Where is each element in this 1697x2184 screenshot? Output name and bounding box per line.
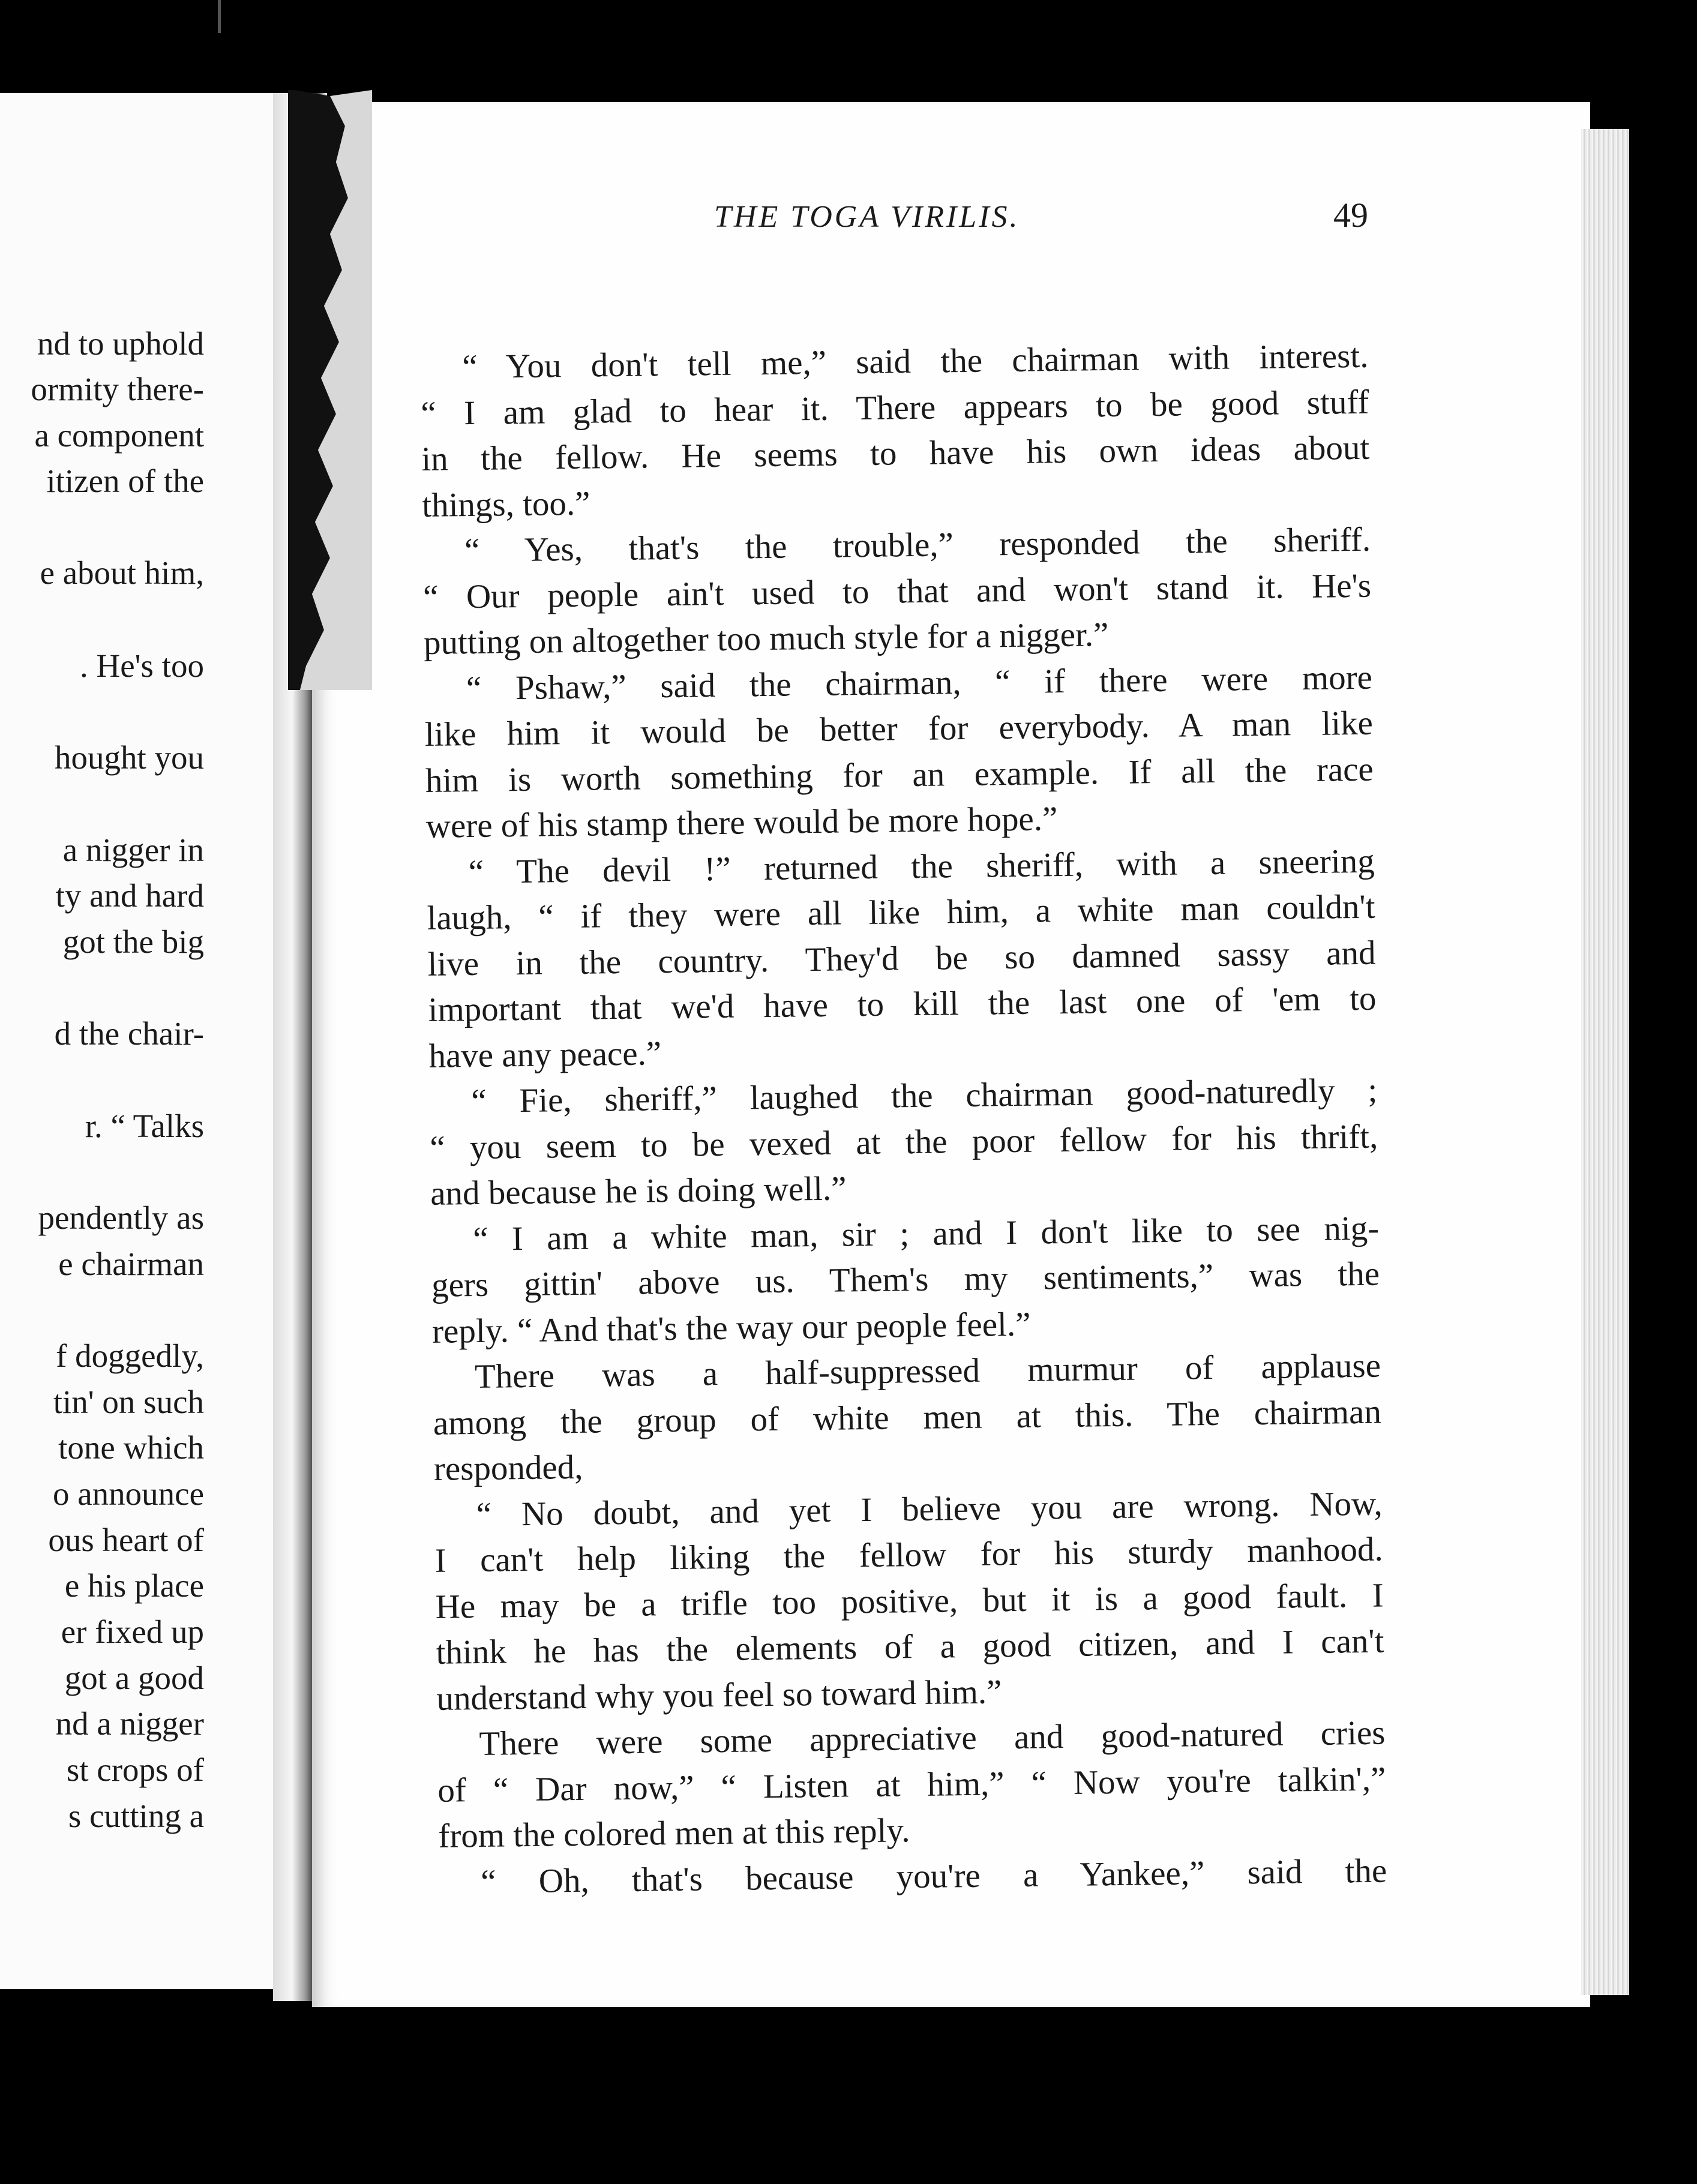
text-line: of “ Dar now,” “ Listen at him,” “ Now you're talkin',” xyxy=(437,1760,1386,1810)
left-page-line: . He's too xyxy=(80,647,204,684)
text-line: were of his stamp there would be more hope.” xyxy=(425,800,1058,845)
text-line: “ Pshaw,” said the chairman, “ if there were more xyxy=(466,658,1373,707)
text-line: “ No doubt, and yet I believe you are wrong. Now, xyxy=(476,1484,1383,1534)
scan-mark xyxy=(218,0,221,33)
text-line: putting on altogether too much style for a nigger.” xyxy=(423,616,1109,662)
text-line: like him it would be better for everybody. A man like xyxy=(424,704,1374,754)
text-line: think he has the elements of a good citizen, and I can't xyxy=(436,1622,1384,1672)
text-line: “ Yes, that's the trouble,” responded the sheriff. xyxy=(464,520,1371,570)
text-line: important that we'd have to kill the last one of 'em to xyxy=(428,979,1377,1029)
left-page-line: nd to uphold xyxy=(37,325,204,362)
running-title: THE TOGA VIRILIS. xyxy=(714,200,1020,234)
left-page-line: tin' on such xyxy=(53,1384,204,1420)
text-line: among the group of white men at this. The chairman xyxy=(433,1393,1382,1442)
text-line: him is worth something for an example. If all the race xyxy=(425,750,1374,800)
left-page-line: e his place xyxy=(64,1567,204,1604)
page-number: 49 xyxy=(1333,196,1368,235)
page-header xyxy=(420,195,1368,235)
left-page-line: ous heart of xyxy=(48,1522,204,1558)
text-line: There was a half-suppressed murmur of applause xyxy=(474,1346,1381,1396)
text-line: “ Oh, that's because you're a Yankee,” said the xyxy=(480,1852,1387,1901)
text-line: from the colored men at this reply. xyxy=(437,1811,910,1855)
left-page-line: f doggedly, xyxy=(56,1337,204,1374)
left-page-line: a nigger in xyxy=(62,832,204,868)
left-page-line: o announce xyxy=(53,1475,204,1512)
left-page-line: ty and hard xyxy=(55,877,204,914)
text-line: “ The devil !” returned the sheriff, with a sneering xyxy=(468,842,1375,891)
text-line: There were some appreciative and good-natured cries xyxy=(479,1714,1386,1763)
text-line: things, too.” xyxy=(421,484,590,524)
text-line: “ Fie, sheriff,” laughed the chairman good-naturedly ; xyxy=(471,1071,1378,1121)
left-page-line: itizen of the xyxy=(46,463,204,499)
left-page-line: r. “ Talks xyxy=(85,1108,204,1144)
left-page-line: nd a nigger xyxy=(55,1705,204,1742)
text-line: “ I am glad to hear it. There appears to be good stuff xyxy=(421,383,1369,433)
left-page-line: tone which xyxy=(58,1429,204,1466)
left-page-line: er fixed up xyxy=(61,1613,204,1650)
text-line: responded, xyxy=(433,1448,583,1488)
page-edges xyxy=(1581,129,1629,1995)
text-line: “ Our people ain't used to that and won't stand it. He's xyxy=(422,566,1372,616)
text-line: live in the country. They'd be so damned sassy and xyxy=(427,934,1376,983)
text-line: “ I am a white man, sir ; and I don't like to see nig- xyxy=(472,1209,1380,1258)
text-line: He may be a trifle too positive, but it is a good fault. I xyxy=(435,1576,1384,1626)
left-page-line: e about him, xyxy=(40,554,204,591)
left-page-line: e chairman xyxy=(58,1246,204,1282)
left-page-line: st crops of xyxy=(66,1751,204,1788)
text-line: gers gittin' above us. Them's my sentiments,” was the xyxy=(431,1255,1380,1304)
left-page-line: hought you xyxy=(54,739,204,776)
left-page-line: pendently as xyxy=(38,1199,204,1236)
text-line: in the fellow. He seems to have his own ideas about xyxy=(421,428,1370,478)
text-line: I can't help liking the fellow for his sturdy manhood. xyxy=(434,1530,1384,1580)
text-line: reply. “ And that's the way our people feel.” xyxy=(431,1305,1031,1351)
left-page-line: got a good xyxy=(64,1660,204,1696)
torn-paper-strip xyxy=(288,90,372,690)
left-page-line: ormity there- xyxy=(31,371,204,407)
left-page xyxy=(0,93,297,1989)
text-line: “ You don't tell me,” said the chairman with interest. xyxy=(462,337,1369,386)
left-page-line: got the big xyxy=(62,923,204,960)
text-line: understand why you feel so toward him.” xyxy=(436,1672,1002,1718)
body-text xyxy=(420,334,1387,1906)
text-line: “ you seem to be vexed at the poor fellow for his thrift, xyxy=(429,1117,1378,1167)
text-line: and because he is doing well.” xyxy=(430,1169,847,1213)
left-page-line: d the chair- xyxy=(54,1015,204,1052)
left-page-line: s cutting a xyxy=(68,1798,204,1834)
left-page-line: a component xyxy=(34,417,204,454)
text-line: laugh, “ if they were all like him, a white man couldn't xyxy=(427,887,1375,937)
text-line: have any peace.” xyxy=(428,1034,662,1075)
